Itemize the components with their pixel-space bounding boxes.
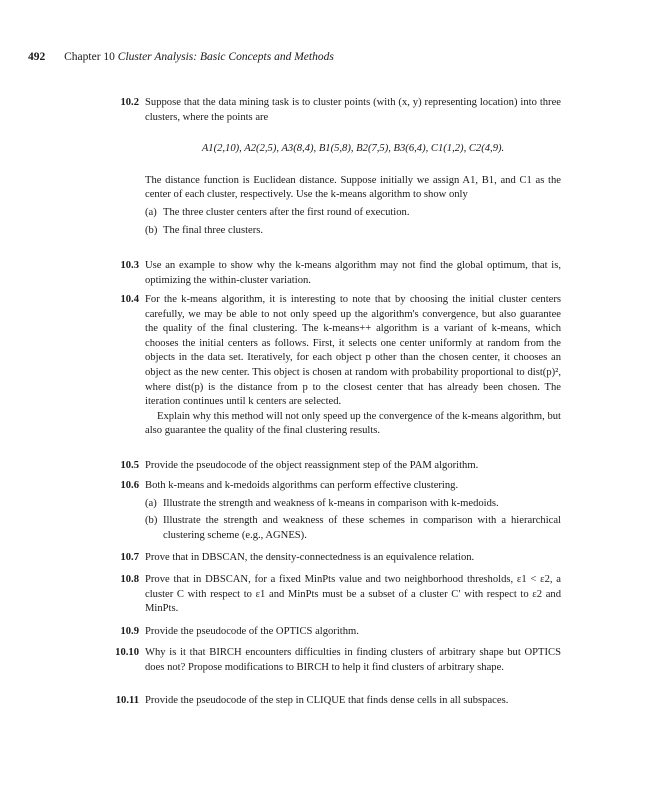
exercise-text: Provide the pseudocode of the object reassignment step of the PAM algorithm. (145, 460, 479, 471)
exercise-text: Provide the pseudocode of the step in CLIQUE that finds dense cells in all subspaces. (145, 695, 509, 706)
chapter-title: Cluster Analysis: Basic Concepts and Methods (117, 51, 334, 63)
subquestion-label: (b) (145, 515, 158, 527)
exercise-number: 10.8 (120, 574, 139, 585)
exercise-number: 10.10 (115, 647, 139, 658)
exercise-number: 10.3 (120, 260, 139, 271)
exercise-number: 10.7 (120, 552, 139, 563)
exercise-text: For the k-means algorithm, it is interesting to note that by choosing the initial cluster centers carefully, we may be able to not only speed up the algorithm's convergence, but also guarantee the quality of the final clustering. The k-means++ algorithm is a variant of k-means, which chooses the initial centers as follows. First, it selects one center uniformly at random from the objects in the data set. Iteratively, for each object p other than the chosen center, it chooses an object as the new center. This object is chosen at random with probability proportional to dist(p)², where dist(p) is the distance from p to the closest center that has already been chosen. The iteration continues until k centers are selected. (145, 294, 561, 408)
page-number: 492 (28, 51, 46, 63)
exercise-number: 10.4 (120, 294, 139, 305)
exercise-text: Suppose that the data mining task is to cluster points (with (x, y) representing location) into three clusters, where the points are (145, 97, 561, 123)
subquestion-list (145, 497, 561, 544)
exercise-text: Prove that in DBSCAN, for a fixed MinPts value and two neighborhood thresholds, ε1 < ε2, a cluster C with respect to ε1 and MinPts must be a subset of a cluster C′ with respect to ε2 and MinPts. (145, 574, 561, 615)
exercise-10-4 (120, 293, 561, 439)
subquestion-text: Illustrate the strength and weakness of these schemes in comparison with a hierarchical clustering scheme (e.g., AGNES). (163, 515, 561, 541)
exercise-10-7 (120, 551, 561, 566)
running-header (28, 50, 334, 64)
subquestion (145, 497, 561, 512)
point-list: A1(2,10), A2(2,5), A3(8,4), B1(5,8), B2(7,5), B3(6,4), C1(1,2), C2(4,9). (201, 143, 505, 155)
exercise-text: The distance function is Euclidean distance. Suppose initially we assign A1, B1, and C1 as the center of each cluster, respectively. Use the k-means algorithm to show only (145, 174, 561, 201)
exercise-text: Use an example to show why the k-means algorithm may not find the global optimum, that is, optimizing the within-cluster variation. (145, 260, 561, 286)
exercise-number: 10.9 (120, 626, 139, 637)
exercise-10-11 (115, 694, 561, 709)
exercise-10-6 (120, 479, 561, 543)
subquestion-text: The final three clusters. (163, 224, 264, 236)
subquestion-text: The three cluster centers after the first round of execution. (163, 206, 410, 218)
exercise-text: Explain why this method will not only speed up the convergence of the k-means algorithm, but also guarantee the quality of the final clustering results. (145, 410, 561, 437)
subquestion-label: (a) (145, 497, 157, 509)
exercise-number: 10.2 (120, 97, 139, 108)
exercise-10-10 (115, 646, 561, 675)
exercise-10-2 (120, 96, 561, 238)
subquestion (145, 224, 561, 239)
subquestion-list (145, 206, 561, 238)
exercise-number: 10.6 (120, 480, 139, 491)
exercise-10-3 (120, 259, 561, 288)
exercise-10-5 (120, 459, 561, 474)
subquestion-text: Illustrate the strength and weakness of k-means in comparison with k-medoids. (163, 497, 499, 509)
exercise-number: 10.5 (120, 460, 139, 471)
chapter-label: Chapter 10 (64, 51, 115, 63)
exercise-10-8 (120, 573, 561, 617)
exercise-text: Prove that in DBSCAN, the density-connectedness is an equivalence relation. (145, 552, 475, 563)
subquestion (145, 206, 561, 221)
subquestion (145, 514, 561, 543)
subquestion-label: (b) (145, 224, 158, 236)
subquestion-label: (a) (145, 206, 157, 218)
exercise-number: 10.11 (115, 695, 139, 706)
exercise-10-9 (120, 625, 561, 640)
exercise-text: Both k-means and k-medoids algorithms can perform effective clustering. (145, 480, 459, 491)
exercise-text: Provide the pseudocode of the OPTICS algorithm. (145, 626, 359, 637)
exercise-text: Why is it that BIRCH encounters difficulties in finding clusters of arbitrary shape but OPTICS does not? Propose modifications to BIRCH to help it find clusters of arbitrary shape. (145, 647, 561, 673)
